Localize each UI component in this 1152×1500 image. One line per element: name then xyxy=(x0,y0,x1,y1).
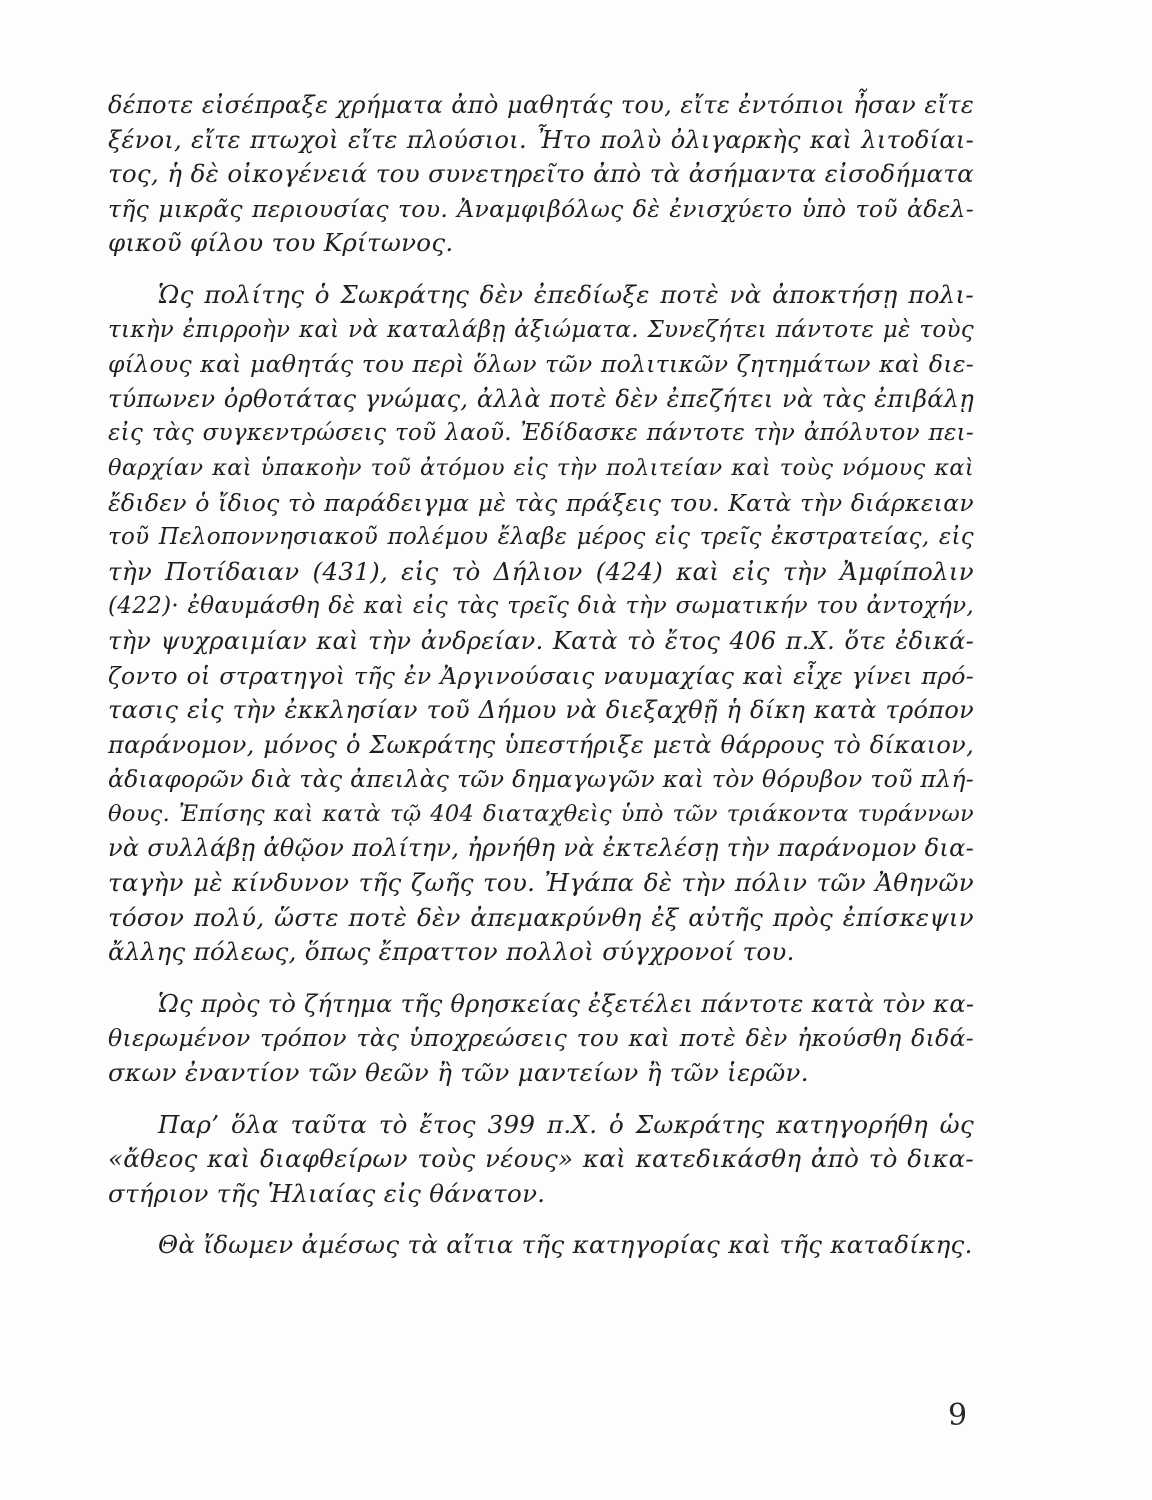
text-line: στήριον τῆς Ἡλιαίας εἰς θάνατον. xyxy=(108,1178,546,1208)
text-line: τύπωνεν ὀρθοτάτας γνώμας, ἀλλὰ ποτὲ δὲν ἐπεζήτει νὰ τὰς ἐπιβάλῃ xyxy=(108,384,974,413)
body-text xyxy=(108,88,974,1263)
text-line: φικοῦ φίλου του Κρίτωνος. xyxy=(108,228,454,258)
text-line: Ὡς πρὸς τὸ ζήτημα τῆς θρησκείας ἐξετέλει πάντοτε κατὰ τὸν κα- xyxy=(158,989,975,1018)
text-line: Παρ’ ὅλα ταῦτα τὸ ἔτος 399 π.Χ. ὁ Σωκράτης κατηγορήθη ὡς xyxy=(158,1109,974,1139)
text-line: ἔδιδεν ὁ ἴδιος τὸ παράδειγμα μὲ τὰς πράξεις του. Κατὰ τὴν διάρκειαν xyxy=(108,488,974,517)
text-line: ξένοι, εἴτε πτωχοὶ εἴτε πλούσιοι. Ἦτο πολὺ ὀλιγαρκὴς καὶ λιτοδίαι- xyxy=(108,125,974,154)
text-line: τῆς μικρᾶς περιουσίας του. Ἀναμφιβόλως δὲ ἐνισχύετο ὑπὸ τοῦ ἀδελ- xyxy=(108,194,974,223)
paragraph-1 xyxy=(108,88,974,261)
text-line: τὴν ψυχραιμίαν καὶ τὴν ἀνδρείαν. Κατὰ τὸ ἔτος 406 π.Χ. ὅτε ἐδικά- xyxy=(108,626,974,655)
paragraph-5 xyxy=(108,1228,974,1263)
text-line: σκων ἐναντίον τῶν θεῶν ἢ τῶν μαντείων ἢ τῶν ἱερῶν. xyxy=(108,1058,809,1088)
text-line: θους. Ἐπίσης καὶ κατὰ τῷ 404 διαταχθεὶς ὑπὸ τῶν τριάκοντα τυράννων xyxy=(108,800,974,827)
text-line: τὴν Ποτίδαιαν (431), εἰς τὸ Δήλιον (424) καὶ εἰς τὴν Ἀμφίπολιν xyxy=(108,556,974,586)
text-line: εἰς τὰς συγκεντρώσεις τοῦ λαοῦ. Ἐδίδασκε πάντοτε τὴν ἀπόλυτον πει- xyxy=(108,420,974,447)
paragraph-3 xyxy=(108,987,974,1091)
text-line: τικὴν ἐπιρροὴν καὶ νὰ καταλάβῃ ἀξιώματα. Συνεζήτει πάντοτε μὲ τοὺς xyxy=(108,316,974,343)
text-line: (422)· ἐθαυμάσθη δὲ καὶ εἰς τὰς τρεῖς διὰ τὴν σωματικήν του ἀντοχήν, xyxy=(108,593,974,620)
text-line: θιερωμένον τρόπον τὰς ὑποχρεώσεις του καὶ ποτὲ δὲν ἠκούσθη διδά- xyxy=(108,1024,974,1053)
text-line: τος, ἡ δὲ οἰκογένειά του συνετηρεῖτο ἀπὸ τὰ ἀσήμαντα εἰσοδήματα xyxy=(108,159,974,189)
text-line: νὰ συλλάβῃ ἀθῷον πολίτην, ἠρνήθη νὰ ἐκτελέσῃ τὴν παράνομον δια- xyxy=(108,834,974,863)
text-line: Θὰ ἴδωμεν ἀμέσως τὰ αἴτια τῆς κατηγορίας καὶ τῆς καταδίκης. xyxy=(158,1230,973,1260)
text-line: τασις εἰς τὴν ἐκκλησίαν τοῦ Δήμου νὰ διεξαχθῇ ἡ δίκη κατὰ τρόπον xyxy=(108,696,974,725)
text-line: τόσον πολύ, ὥστε ποτὲ δὲν ἀπεμακρύνθη ἐξ αὐτῆς πρὸς ἐπίσκεψιν xyxy=(108,902,974,932)
text-line: «ἄθεος καὶ διαφθείρων τοὺς νέους» καὶ κατεδικάσθη ἀπὸ τὸ δικα- xyxy=(108,1144,974,1174)
text-line: Ὡς πολίτης ὁ Σωκράτης δὲν ἐπεδίωξε ποτὲ νὰ ἀποκτήσῃ πολι- xyxy=(158,279,974,309)
page-number: 9 xyxy=(948,1398,968,1433)
text-line: φίλους καὶ μαθητάς του περὶ ὅλων τῶν πολιτικῶν ζητημάτων καὶ διε- xyxy=(108,350,974,379)
text-line: δέποτε εἰσέπραξε χρήματα ἀπὸ μαθητάς του, εἴτε ἐντόπιοι ἦσαν εἴτε xyxy=(108,91,974,119)
paragraph-2 xyxy=(108,278,974,970)
text-line: ἀδιαφορῶν διὰ τὰς ἀπειλὰς τῶν δημαγωγῶν καὶ τὸν θόρυβον τοῦ πλή- xyxy=(108,765,974,794)
text-line: ζοντο οἱ στρατηγοὶ τῆς ἐν Ἀργινούσαις ναυμαχίας καὶ εἶχε γίνει πρό- xyxy=(108,661,974,690)
text-line: τοῦ Πελοποννησιακοῦ πολέμου ἔλαβε μέρος εἰς τρεῖς ἐκστρατείας, εἰς xyxy=(108,524,974,551)
paragraph-4 xyxy=(108,1108,974,1212)
text-line: ταγὴν μὲ κίνδυνον τῆς ζωῆς του. Ἠγάπα δὲ τὴν πόλιν τῶν Ἀθηνῶν xyxy=(108,868,974,898)
text-line: ἄλλης πόλεως, ὅπως ἔπραττον πολλοὶ σύγχρονοί του. xyxy=(108,937,795,967)
text-line: θαρχίαν καὶ ὑπακοὴν τοῦ ἀτόμου εἰς τὴν πολιτείαν καὶ τοὺς νόμους καὶ xyxy=(108,454,974,481)
text-line: παράνομον, μόνος ὁ Σωκράτης ὑπεστήριξε μετὰ θάρρους τὸ δίκαιον, xyxy=(108,730,974,759)
